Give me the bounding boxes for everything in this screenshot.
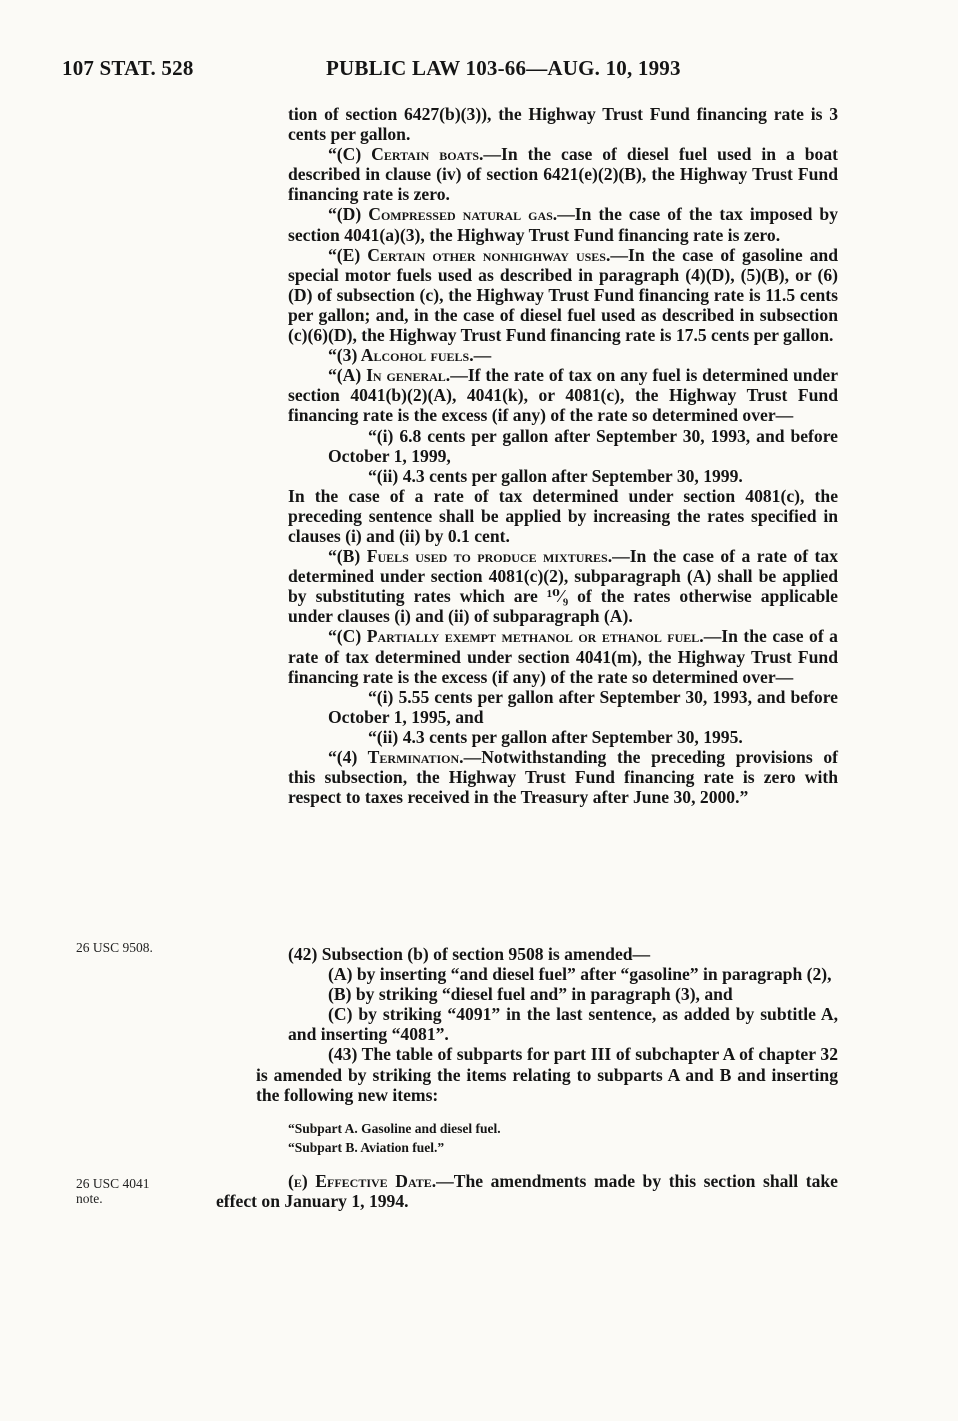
paragraph-42-a: (A) by inserting “and diesel fuel” after “gasoline” in paragraph (2), (328, 964, 832, 985)
text-certain-boats: —In the case of diesel fuel used in a boat described in clause (iv) of section 6421(e)(2)(B), the Highway Trust Fund financing rate is zero. (288, 144, 839, 205)
paragraph-effective-date (216, 1171, 838, 1211)
heading-mixtures: “(B) Fuels used to produce mixtures. (328, 546, 613, 567)
paragraph-42-c: (C) by striking “4091” in the last sentence, as added by subtitle A, and inserting “4081”. (288, 1004, 838, 1045)
item-subpart-b: “Subpart B. Aviation fuel.” (288, 1139, 445, 1155)
paragraph-methanol-ethanol (288, 626, 838, 686)
text-termination: —Notwithstanding the preceding provisions of this subsection, the Highway Trust Fund financing rate is zero with respect to taxes received in the Treasury after June 30, 2000.” (288, 747, 838, 808)
heading-termination: “(4) Termination. (328, 747, 464, 767)
margin-note-4041-line2: note. (76, 1191, 103, 1206)
heading-certain-boats: “(C) Certain boats. (328, 144, 484, 165)
heading-effective-date: (e) Effective Date. (288, 1170, 437, 1191)
paragraph-compressed-gas (288, 204, 838, 244)
clause-i-first: “(i) 6.8 cents per gallon after September 30, 1993, and before October 1, 1999, (328, 425, 838, 466)
heading-compressed-gas: “(D) Compressed natural gas. (328, 204, 558, 225)
heading-in-general: “(A) In general. (328, 365, 451, 386)
text-mixtures: —In the case of a rate of tax determined under section 4081(c)(2), subparagraph (A) shall be applied by substituting rates which are ¹⁰⁄₉ of the rates otherwise applicable under clauses (i) and (ii) of subparagraph (A). (288, 546, 838, 627)
new-items-list (216, 1119, 838, 1157)
paragraph-preceding-sentence: In the case of a rate of tax determined under section 4081(c), the preceding sentence shall be applied by increasing the rates specified in clauses (i) and (ii) by 0.1 cent. (288, 485, 838, 546)
public-law-title: PUBLIC LAW 103-66—AUG. 10, 1993 (326, 56, 681, 80)
lower-text-block (216, 944, 838, 1211)
text-effective-date: —The amendments made by this section shall take effect on January 1, 1994. (216, 1170, 838, 1211)
clause-i-second: “(i) 5.55 cents per gallon after September 30, 1993, and before October 1, 1995, and (328, 686, 838, 727)
heading-methanol-ethanol: “(C) Partially exempt methanol or ethanol fuel. (328, 626, 704, 647)
text-methanol-ethanol: —In the case of a rate of tax determined under section 4041(m), the Highway Trust Fund financing rate is the excess (if any) of the rate so determined over— (288, 626, 838, 687)
heading-nonhighway-uses: “(E) Certain other nonhighway uses. (328, 244, 611, 265)
paragraph-nonhighway-uses (288, 245, 838, 345)
stat-citation: 107 STAT. 528 (62, 56, 194, 80)
paragraph-alcohol-fuels (288, 345, 838, 365)
paragraph-in-general (288, 365, 838, 425)
paragraph-termination (288, 747, 838, 807)
text-nonhighway-uses: —In the case of gasoline and special motor fuels used as described in paragraph (4)(D), (5)(B), or (6)(D) of subsection (c), the Highway Trust Fund financing rate is 11.5 cents per gallon; and, in the case of diesel fuel used as described in subsection (c)(6)(D), the Highway Trust Fund financing rate is 17.5 cents per gallon. (288, 244, 839, 346)
paragraph-certain-boats (288, 144, 838, 204)
main-text-block (288, 104, 838, 807)
item-subpart-a: “Subpart A. Gasoline and diesel fuel. (288, 1120, 501, 1136)
paragraph-42-b: (B) by striking “diesel fuel and” in paragraph (3), and (328, 984, 733, 1005)
margin-note-9508: 26 USC 9508. (76, 940, 153, 955)
paragraph-mixtures (288, 546, 838, 626)
clause-ii-second: “(ii) 4.3 cents per gallon after September 30, 1995. (368, 726, 743, 747)
paragraph-42: (42) Subsection (b) of section 9508 is amended— (288, 944, 651, 964)
paragraph-43: (43) The table of subparts for part III of subchapter A of chapter 32 is amended by striking the items relating to subparts A and B and inserting the following new items: (256, 1044, 838, 1105)
text-in-general: —If the rate of tax on any fuel is determined under section 4041(b)(2)(A), 4041(k), or 4081(c), the Highway Trust Fund financing rate is the excess (if any) of the rate so determined over— (288, 365, 838, 426)
text-compressed-gas: —In the case of the tax imposed by section 4041(a)(3), the Highway Trust Fund financing rate is zero. (288, 204, 839, 245)
paragraph-continuation: tion of section 6427(b)(3)), the Highway Trust Fund financing rate is 3 cents per gallon. (288, 104, 838, 145)
text-alcohol-fuels: — (473, 345, 492, 366)
margin-note-4041 (76, 1176, 150, 1206)
heading-alcohol-fuels: “(3) Alcohol fuels. (328, 345, 474, 366)
clause-ii-first: “(ii) 4.3 cents per gallon after September 30, 1999. (368, 465, 743, 486)
margin-note-4041-line1: 26 USC 4041 (76, 1176, 150, 1191)
